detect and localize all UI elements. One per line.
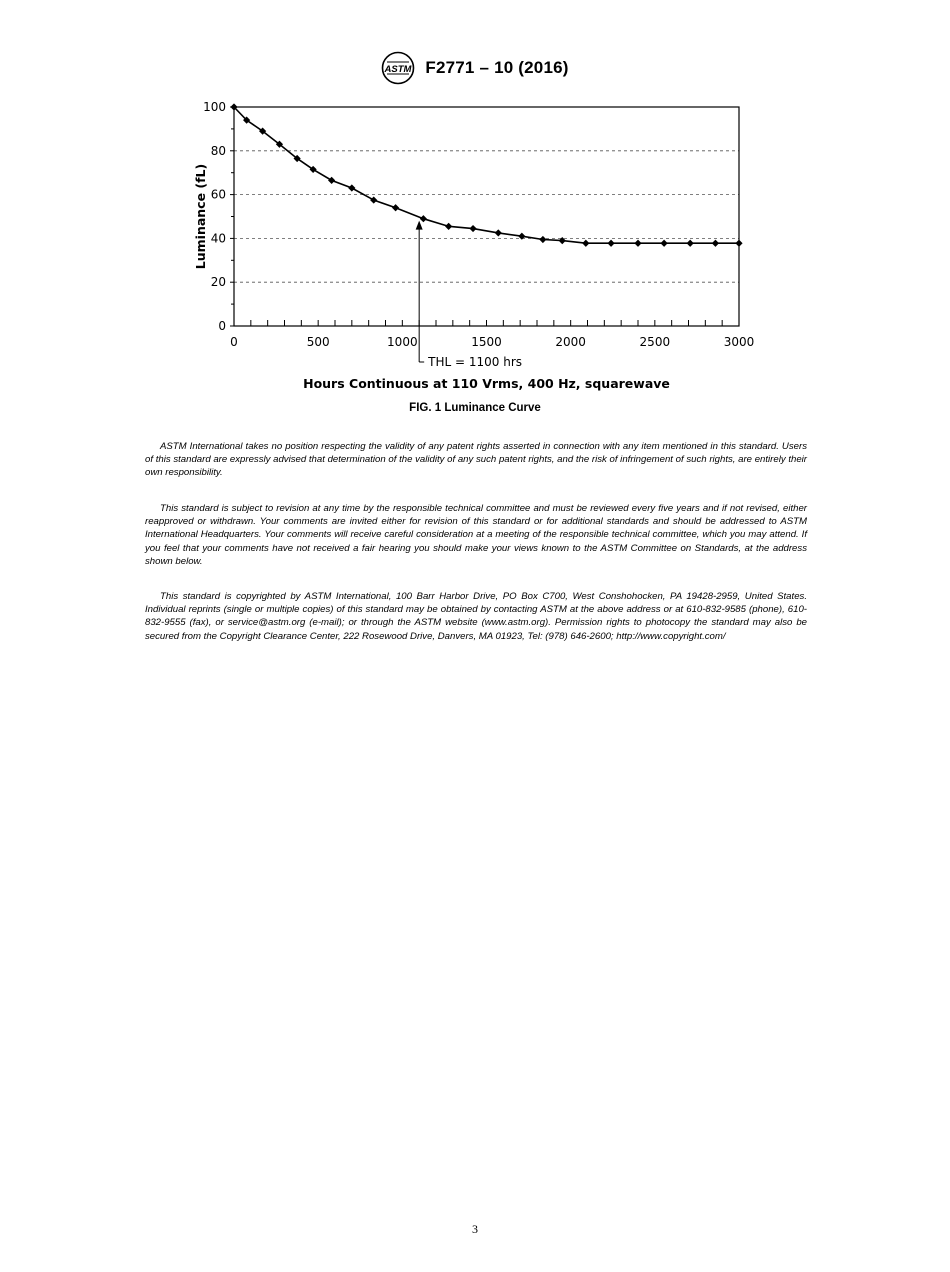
x-tick-label: 1500 <box>471 335 502 349</box>
patent-disclaimer-paragraph: ASTM International takes no position respecting the validity of any patent rights asserted in connection with any item mentioned in this standard. Users of this standard are expressly advised that determination of the validity of any such patent rights, and the risk of infringement of such rights, are entirely their own responsibility. <box>145 441 807 479</box>
x-axis-title: Hours Continuous at 110 Vrms, 400 Hz, squarewave <box>303 376 670 391</box>
data-point <box>495 229 502 236</box>
x-tick-label: 2000 <box>555 335 586 349</box>
data-point <box>328 177 335 184</box>
data-point <box>634 240 641 247</box>
series-line <box>234 107 739 243</box>
y-tick-label: 80 <box>210 143 226 158</box>
thl-annotation-label: THL = 1100 hrs <box>428 355 523 369</box>
data-point <box>469 225 476 232</box>
luminance-chart <box>180 92 780 402</box>
copyright-paragraph: This standard is copyrighted by ASTM International, 100 Barr Harbor Drive, PO Box C700, West Conshohocken, PA 19428-2959, United States. Individual reprints (single or multiple copies) of this standard may be obtained by contacting ASTM at the above address or at 610-832-9585 (phone), 610-832-9555 (fax), or service@astm.org (e-mail); or through the ASTM website (www.astm.org). Permission rights to photocopy the standard may also be secured from the Copyright Clearance Center, 222 Rosewood Drive, Danvers, MA 01923, Tel: (978) 646-2600; http://www.copyright.com/ <box>145 591 807 642</box>
svg-text:ASTM: ASTM <box>384 64 412 75</box>
y-tick-label: 20 <box>210 275 226 290</box>
data-point <box>735 240 742 247</box>
x-tick-label: 3000 <box>723 335 755 349</box>
data-point <box>445 223 452 230</box>
data-point <box>712 240 719 247</box>
data-point <box>370 196 377 203</box>
thl-arrow-head <box>416 221 423 230</box>
y-axis-title: Luminance (fL) <box>193 163 208 270</box>
y-tick-label: 60 <box>210 187 226 202</box>
figure-caption: FIG. 1 Luminance Curve <box>409 402 541 414</box>
x-tick-label: 0 <box>230 335 238 349</box>
x-tick-label: 1000 <box>387 335 418 349</box>
data-point <box>607 240 614 247</box>
y-tick-label: 40 <box>210 231 226 246</box>
document-designation: F2771 – 10 (2016) <box>425 58 569 77</box>
data-point <box>348 184 355 191</box>
plot-frame <box>234 107 739 326</box>
astm-logo <box>381 51 415 85</box>
data-point <box>539 236 546 243</box>
x-tick-label: 2500 <box>639 335 671 349</box>
data-point <box>660 240 667 247</box>
data-point <box>687 240 694 247</box>
x-tick-label: 500 <box>306 335 330 349</box>
revision-notice-paragraph: This standard is subject to revision at any time by the responsible technical committee and must be reviewed every five years and if not revised, either reapproved or withdrawn. Your comments are invited either for revision of this standard or for additional standards and should be addressed to ASTM International Headquarters. Your comments will receive careful consideration at a meeting of the responsible technical committee, which you may attend. If you feel that your comments have not received a fair hearing you should make your views known to the ASTM Committee on Standards, at the address shown below. <box>145 503 807 567</box>
data-point <box>392 204 399 211</box>
data-point <box>420 215 427 222</box>
data-point <box>582 240 589 247</box>
y-tick-label: 100 <box>203 100 226 114</box>
page-number: 3 <box>472 1222 478 1236</box>
y-tick-label: 0 <box>218 319 226 333</box>
page-header <box>0 50 950 86</box>
